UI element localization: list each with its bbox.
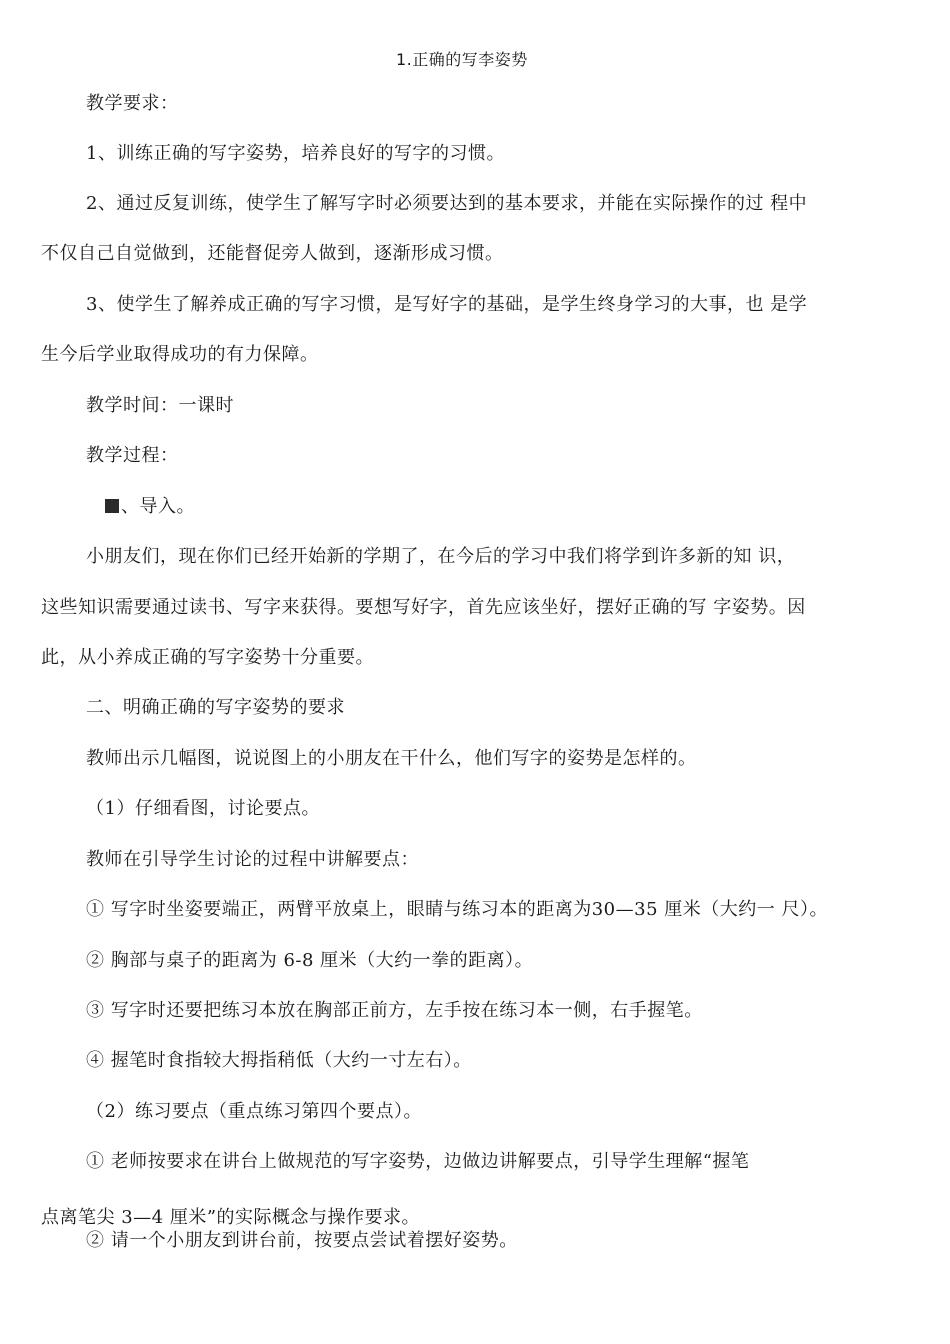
paragraph-line: ① 老师按要求在讲台上做规范的写字姿势，边做边讲解要点，引导学生理解“握笔 — [86, 1151, 750, 1172]
paragraph-line: ② 胸部与桌子的距离为 6-8 厘米（大约一拳的距离）。 — [86, 950, 534, 971]
paragraph-line: ② 请一个小朋友到讲台前，按要点尝试着摆好姿势。 — [86, 1230, 518, 1251]
paragraph-line: 教师出示几幅图，说说图上的小朋友在干什么，他们写字的姿势是怎样的。 — [86, 748, 697, 769]
paragraph-line: 二、明确正确的写字姿势的要求 — [86, 697, 345, 718]
paragraph-line: 3、使学生了解养成正确的写字习惯，是写好字的基础，是学生终身学习的大事，也 是学 — [86, 294, 808, 315]
paragraph-line: 此，从小养成正确的写字姿势十分重要。 — [41, 647, 374, 668]
paragraph-line: 小朋友们，现在你们已经开始新的学期了，在今后的学习中我们将学到许多新的知 识， — [86, 546, 796, 567]
square-bullet-icon — [105, 499, 119, 513]
section-heading-intro — [105, 495, 195, 519]
paragraph-line: 2、通过反复训练，使学生了解写字时必须要达到的基本要求，并能在实际操作的过 程中 — [86, 193, 808, 214]
paragraph-line: 教学过程： — [86, 445, 179, 466]
paragraph-line: ④ 握笔时食指较大拇指稍低（大约一寸左右）。 — [86, 1050, 472, 1071]
paragraph-line: （2）练习要点（重点练习第四个要点）。 — [86, 1101, 422, 1122]
paragraph-line: 教学要求： — [86, 93, 179, 114]
document-title: 1.正确的写李姿势 — [396, 50, 528, 69]
paragraph-line: 不仅自己自觉做到，还能督促旁人做到，逐渐形成习惯。 — [41, 243, 504, 264]
paragraph-line: 教师在引导学生讨论的过程中讲解要点： — [86, 849, 419, 870]
paragraph-line: 点离笔尖 3—4 厘米”的实际概念与操作要求。 — [41, 1207, 421, 1228]
paragraph-line: 教学时间：一课时 — [86, 395, 234, 416]
paragraph-line: （1）仔细看图，讨论要点。 — [86, 798, 320, 819]
paragraph-line: 1、训练正确的写字姿势，培养良好的写字的习惯。 — [86, 143, 505, 164]
section-heading-label: 、导入。 — [121, 496, 195, 517]
paragraph-line: ① 写字时坐姿要端正，两臂平放桌上，眼睛与练习本的距离为30—35 厘米（大约一 尺）。 — [86, 899, 828, 920]
paragraph-line: 生今后学业取得成功的有力保障。 — [41, 344, 319, 365]
paragraph-line: 这些知识需要通过读书、写字来获得。要想写好字，首先应该坐好，摆好正确的写 字姿势。因 — [41, 597, 806, 618]
paragraph-line: ③ 写字时还要把练习本放在胸部正前方，左手按在练习本一侧，右手握笔。 — [86, 1000, 703, 1021]
